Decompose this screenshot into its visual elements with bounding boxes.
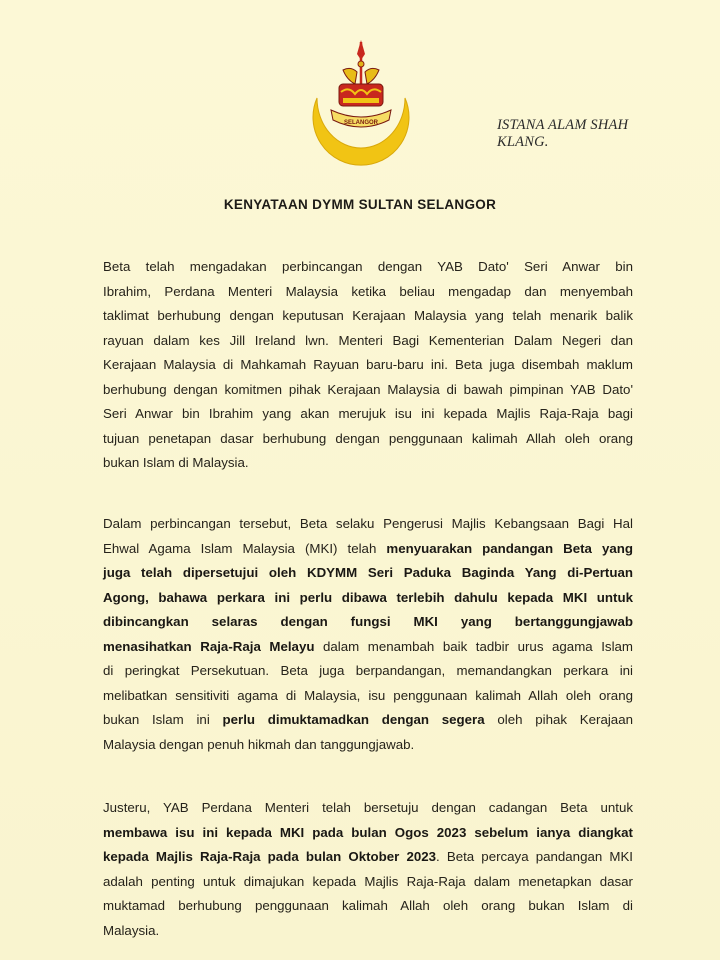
paragraph-line [103,635,633,660]
paragraph-line [103,561,633,586]
paragraph-line [103,733,633,758]
paragraph-line [103,451,633,476]
text-run: tujuan penetapan dasar berhubung dengan penggunaan kalimah Allah oleh orang [103,430,633,446]
text-run: di peringkat Persekutuan. Beta juga berpandangan, memandangkan perkara ini [103,663,633,678]
palace-address [497,117,628,151]
paragraph-line [103,378,633,403]
paragraph-line [103,427,633,452]
text-run: berhubung dengan komitmen pihak Kerajaan Malaysia di bawah pimpinan YAB Dato' [103,381,633,397]
paragraph-line [103,894,633,919]
text-run: oleh pihak Kerajaan [484,712,633,727]
bold-text: kepada Majlis Raja-Raja pada bulan Oktober 2023 [103,849,437,864]
paragraph-line [103,796,633,821]
bold-text: juga telah dipersetujui oleh KDYMM Seri Paduka Baginda Yang di-Pertuan [103,565,633,580]
address-line-2: KLANG. [497,134,549,150]
bold-text: menyuarakan pandangan Beta yang [386,540,634,556]
text-run: rayuan dalam kes Jill Ireland lwn. Menteri Bagi Kementerian Dalam Negeri dan [103,332,633,348]
paragraph-1 [103,255,633,476]
text-run: melibatkan sensitiviti agama di Malaysia, isu penggunaan kalimah Allah oleh orang [103,687,633,703]
paragraph-line [103,708,633,733]
text-run: Malaysia dengan penuh hikmah dan tanggungjawab. [103,736,415,752]
paragraph-line [103,845,633,870]
paragraph-line [103,255,633,280]
text-run: adalah penting untuk dimajukan kepada Majlis Raja-Raja dalam menetapkan dasar [103,873,633,889]
statement-title: KENYATAAN DYMM SULTAN SELANGOR [223,197,497,212]
paragraph-line [103,280,633,305]
paragraph-line [103,684,633,709]
text-run: taklimat berhubung dengan keputusan Kerajaan Malaysia yang telah menarik balik [103,308,633,323]
paragraph-line [103,586,633,611]
bold-text: dibincangkan selaras dengan fungsi MKI yang bertanggungjawab [103,614,633,629]
text-run: Kerajaan Malaysia di Mahkamah Rayuan baru-baru ini. Beta juga disembah maklum [103,357,633,372]
paragraph-line [103,402,633,427]
paragraph-line [103,329,633,354]
paragraph-line [103,870,633,895]
text-run: Ehwal Agama Islam Malaysia (MKI) telah [103,540,387,556]
paragraph-line [103,537,633,562]
crest-scroll-text: SELANGOR [343,120,379,126]
bold-text: membawa isu ini kepada MKI pada bulan Ogos 2023 sebelum ianya diangkat [103,824,633,840]
address-line-1: ISTANA ALAM SHAH [497,117,629,133]
text-run: muktamad berhubung penggunaan kalimah Allah oleh orang bukan Islam di [103,898,633,913]
text-run: Ibrahim, Perdana Menteri Malaysia ketika beliau mengadap dan menyembah [103,283,633,299]
paragraph-line [103,304,633,329]
text-run: Justeru, YAB Perdana Menteri telah bersetuju dengan cadangan Beta untuk [103,800,633,815]
selangor-crest-logo [303,40,419,178]
text-run: Malaysia. [103,922,160,938]
text-run: bukan Islam di Malaysia. [103,455,249,470]
paragraph-line [103,919,633,944]
paragraph-3 [103,796,633,943]
text-run: bukan Islam ini [103,712,223,727]
paragraph-2 [103,512,633,757]
text-run: dalam menambah baik tadbir urus agama Islam [314,638,633,654]
bold-text: Agong, bahawa perkara ini perlu dibawa terlebih dahulu kepada MKI untuk [103,589,633,605]
text-run: . Beta percaya pandangan MKI [436,849,634,864]
paragraph-line [103,659,633,684]
text-run: Dalam perbincangan tersebut, Beta selaku Pengerusi Majlis Kebangsaan Bagi Hal [103,516,633,531]
bold-text: menasihatkan Raja-Raja Melayu [103,638,315,654]
paragraph-line [103,512,633,537]
paragraph-line [103,353,633,378]
text-run: Beta telah mengadakan perbincangan dengan YAB Dato' Seri Anwar bin [103,259,633,274]
bold-text: perlu dimuktamadkan dengan segera [222,712,485,727]
paragraph-line [103,821,633,846]
text-run: Seri Anwar bin Ibrahim yang akan merujuk isu ini kepada Majlis Raja-Raja bagi [103,406,633,421]
paragraph-line [103,610,633,635]
